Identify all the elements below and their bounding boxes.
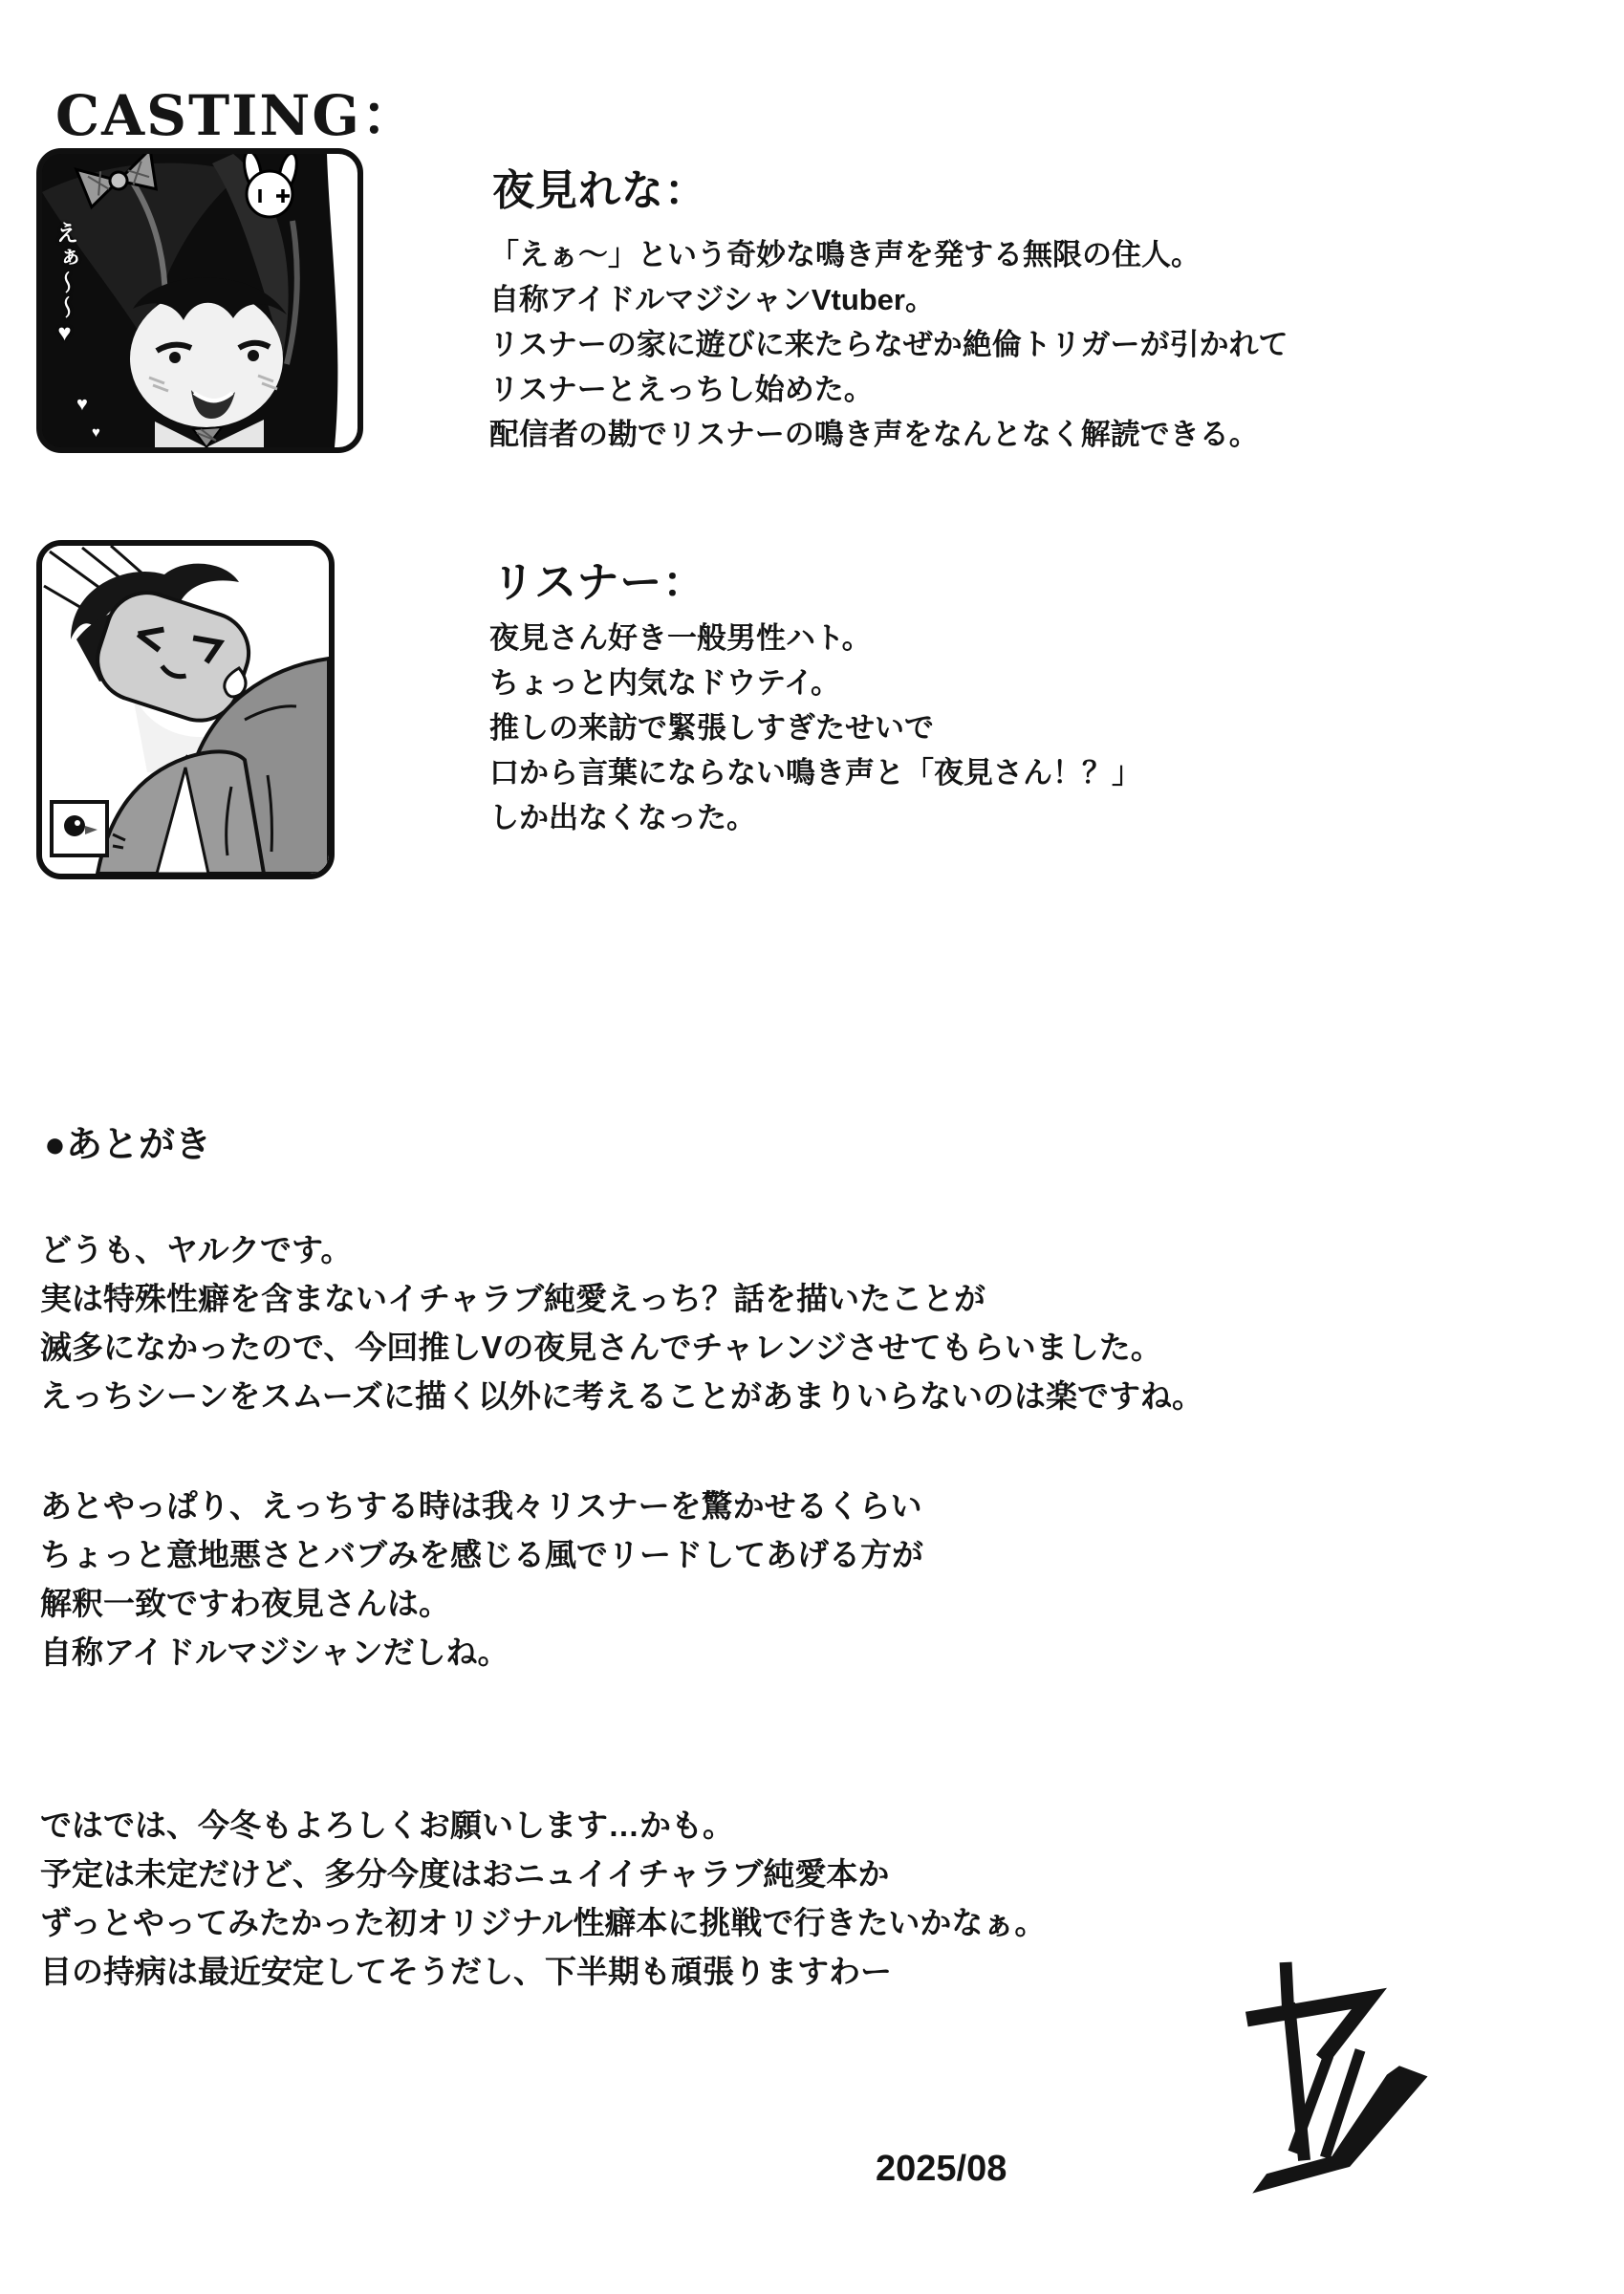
listener-illustration-panel (36, 540, 335, 879)
character-desc-rena (489, 232, 1288, 457)
character-name-listener: リスナー： (492, 559, 706, 606)
afterword-line: ではでは、今冬もよろしくお願いします…かも。 (40, 1807, 734, 1843)
svg-text:♥: ♥ (76, 394, 88, 415)
desc-line: 配信者の勘でリスナーの鳴き声をなんとなく解読できる。 (489, 418, 1259, 451)
desc-line: 推しの来訪で緊張しすぎたせいで (489, 711, 934, 745)
desc-line: リスナーの家に遊びに来たらなぜか絶倫トリガーが引かれて (489, 328, 1288, 361)
page-title: CASTING： (55, 83, 419, 148)
afterword-line: 予定は未定だけど、多分今度はおニュイイチャラブ純愛本か (40, 1856, 890, 1892)
desc-line: リスナーとえっちし始めた。 (489, 373, 874, 406)
afterword-paragraph-1 (40, 1225, 1203, 1420)
rena-illustration-panel (36, 148, 363, 453)
afterword-line: 自称アイドルマジシャンだしね。 (40, 1634, 509, 1670)
desc-line: 口から言葉にならない鳴き声と「夜見さん！？」 (489, 756, 1141, 790)
character-name-rena: 夜見れな： (492, 167, 707, 214)
rena-sfx-text: えぁ～～♥ (52, 221, 77, 348)
svg-text:♥: ♥ (92, 424, 100, 441)
desc-line: しか出なくなった。 (489, 801, 756, 834)
afterword-line: えっちシーンをスムーズに描く以外に考えることがあまりいらないのは楽ですね。 (40, 1378, 1204, 1414)
afterword-line: どうも、ヤルクです。 (40, 1232, 353, 1267)
character-desc-listener (489, 616, 1141, 840)
afterword-line: 実は特殊性癖を含まないイチャラブ純愛えっち？話を描いたことが (40, 1281, 986, 1316)
desc-line: 夜見さん好き一般男性ハト。 (489, 621, 872, 655)
afterword-line: ずっとやってみたかった初オリジナル性癖本に挑戦で行きたいかなぁ。 (40, 1905, 1047, 1940)
yaruku-signature-mark (1241, 1961, 1437, 2200)
afterword-line: ちょっと意地悪さとバブみを感じる風でリードしてあげる方が (40, 1537, 923, 1572)
desc-line: 自称アイドルマジシャンVtuber。 (489, 283, 935, 316)
afterword-line: 滅多になかったので、今回推しVの夜見さんでチャレンジさせてもらいました。 (40, 1330, 1162, 1365)
rena-illustration-art (42, 154, 357, 447)
desc-line: ちょっと内気なドウテイ。 (489, 666, 841, 700)
desc-line: 「えぁ～」という奇妙な鳴き声を発する無限の住人。 (489, 238, 1201, 271)
publication-date: 2025/08 (876, 2149, 1007, 2189)
afterword-heading: ●あとがき (44, 1125, 211, 1165)
afterword-line: 解釈一致ですわ夜見さんは。 (40, 1586, 450, 1621)
listener-illustration-art (42, 546, 329, 874)
afterword-line: 目の持病は最近安定してそうだし、下半期も頑張りますわー (40, 1954, 892, 1989)
afterword-paragraph-2 (40, 1482, 923, 1677)
afterword-paragraph-3 (40, 1801, 1046, 1996)
afterword-line: あとやっぱり、えっちする時は我々リスナーを驚かせるくらい (40, 1488, 922, 1524)
